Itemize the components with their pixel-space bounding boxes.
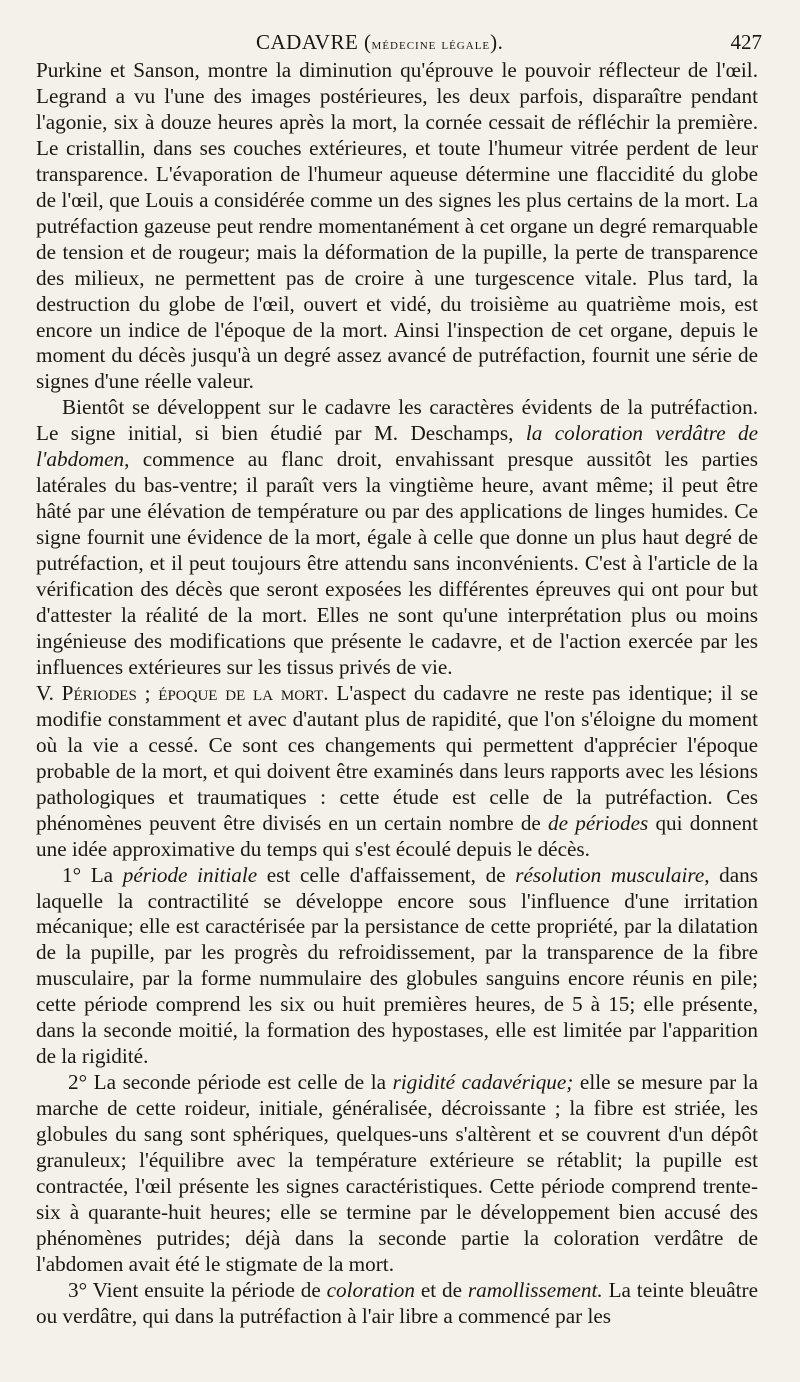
running-title-close: ). (490, 30, 504, 54)
p6-text-c: La teinte bleuâtre ou verdâtre, qui dans la putréfaction à l'air libre a commencé par les (36, 1277, 758, 1328)
p2-text-b: , commence au flanc droit, envahissant presque aussitôt les parties latérales du bas-ventre; il paraît vers la vingtième heure, avant même; il peut être hâté par une élévation de température ou par des applications de linges humides. Ce signe fournit une évidence de la mort, égale à celle que donne un plus haut degré de putréfaction, et il peut toujours être attendu sans inconvénients. C'est à l'article de la vérification des décès que seront exposées les différentes épreuves qui ont pour but d'attester la réalité de la mort. Elles ne sont qu'une interprétation plus ou moins ingénieuse des modifications que présente le cadavre, et de l'action exercée par les influences extérieures sur les tissus privés de vie. (36, 447, 758, 679)
p5-text-b: elle se mesure par la marche de cette roideur, initiale, généralisée, décroissante ; la fibre est striée, les globules du sang sont sphériques, quelques-uns s'altèrent et se couvrent d'un dépôt granuleux; l'équilibre avec la température extérieure se rétablit; la pupille est contractée, l'œil présente les signes caractéristiques. Cette période comprend trente-six à quarante-huit heures; elle se termine par le développement bien accusé des phénomènes putrides; déjà dans la seconde partie la coloration verdâtre de l'abdomen avait été le stigmate de la mort. (36, 1070, 758, 1276)
p4-emphasis-2: résolution musculaire (515, 862, 705, 887)
running-title (256, 30, 503, 55)
p5-text-a: 2° La seconde période est celle de la (68, 1070, 393, 1095)
paragraph-period-1 (36, 863, 758, 1071)
p2-emphasis: la coloration verdâtre de l'abdomen (36, 421, 758, 472)
page-number: 427 (730, 30, 762, 54)
p6-text-a: 3° Vient ensuite la période de (68, 1277, 327, 1302)
running-header (36, 26, 762, 58)
body-text (36, 58, 758, 1330)
p4-text-a: est celle d'affaissement, de (257, 862, 516, 887)
paragraph-period-3 (36, 1278, 758, 1330)
p1-text: Purkine et Sanson, montre la diminution qu'éprouve le pouvoir réflecteur de l'œil. Legrand a vu l'une des images postérieures, les deux parfois, disparaître pendant l'agonie, six à douze heures après la mort, la cornée cessait de réfléchir la première. Le cristallin, dans ses couches extérieures, et toute l'humeur vitrée perdent de leur transparence. L'évaporation de l'humeur aqueuse détermine une flaccidité du globe de l'œil, que Louis a considérée comme un des signes les plus certains de la mort. La putréfaction gazeuse peut rendre momentanément à cet organe un degré remarquable de tension et de rougeur; mais la déformation de la pupille, la perte de transparence des milieux, ne permettent pas de croire à une turgescence vitale. Plus tard, la destruction du globe de l'œil, ouvert et vidé, du troisième au quatrième mois, est encore un indice de l'époque de la mort. Ainsi l'inspection de cet organe, depuis le moment du décès jusqu'à un degré assez avancé de putréfaction, fournit une série de signes d'une réelle valeur. (36, 58, 758, 394)
paragraph-eye-signs (36, 58, 758, 395)
paragraph-putrefaction-signs (36, 395, 758, 680)
p3-text-b: qui donnent une idée approximative du temps qui s'est écoulé depuis le décès. (36, 810, 758, 861)
p6-text-b: et de (414, 1277, 468, 1302)
p3-emphasis: de périodes (548, 810, 649, 835)
p3-text-a: L'aspect du cadavre ne reste pas identique; il se modifie constamment et avec d'autant plus de rapidité, que l'on s'éloigne du moment où la vie a cessé. Ce sont ces changements qui permettent d'apprécier l'époque probable de la mort, et qui doivent être examinés dans leurs rapports avec les lésions pathologiques et traumatiques : cette étude est celle de la putréfaction. Ces phénomènes peuvent être divisés en un certain nombre de (36, 680, 758, 835)
section-number: V. (36, 680, 62, 705)
p2-text-a: Bientôt se développent sur le cadavre les caractères évidents de la putréfaction. Le signe initial, si bien étudié par M. Deschamps, (36, 395, 758, 446)
paragraph-section-v (36, 681, 758, 863)
p6-emphasis-2: ramollissement. (467, 1277, 603, 1302)
running-title-sub: médecine légale (371, 36, 491, 53)
p4-text-b: , dans laquelle la contractilité se développe encore sous l'influence d'une irritation mécanique; elle est caractérisée par la persistance de cette propriété, par la dilatation de la pupille, par les progrès du refroidissement, par la transparence de la fibre musculaire, par la forme nummulaire des globules sanguins encore réunis en pile; cette période comprend les six ou huit premières heures, de 5 à 15; elle présente, dans la seconde moitié, la formation des hypostases, elle est limitée par l'apparition de la rigidité. (36, 862, 759, 1069)
paragraph-period-2 (36, 1070, 758, 1278)
running-title-open: ( (358, 30, 372, 54)
section-heading: Périodes ; époque de la mort. (61, 680, 329, 705)
p4-number: 1° La (62, 862, 123, 887)
p6-emphasis-1: coloration (326, 1277, 415, 1302)
p5-emphasis: rigidité cadavérique; (392, 1070, 574, 1095)
p4-emphasis-1: période initiale (122, 862, 258, 887)
running-title-main: CADAVRE (256, 30, 359, 54)
